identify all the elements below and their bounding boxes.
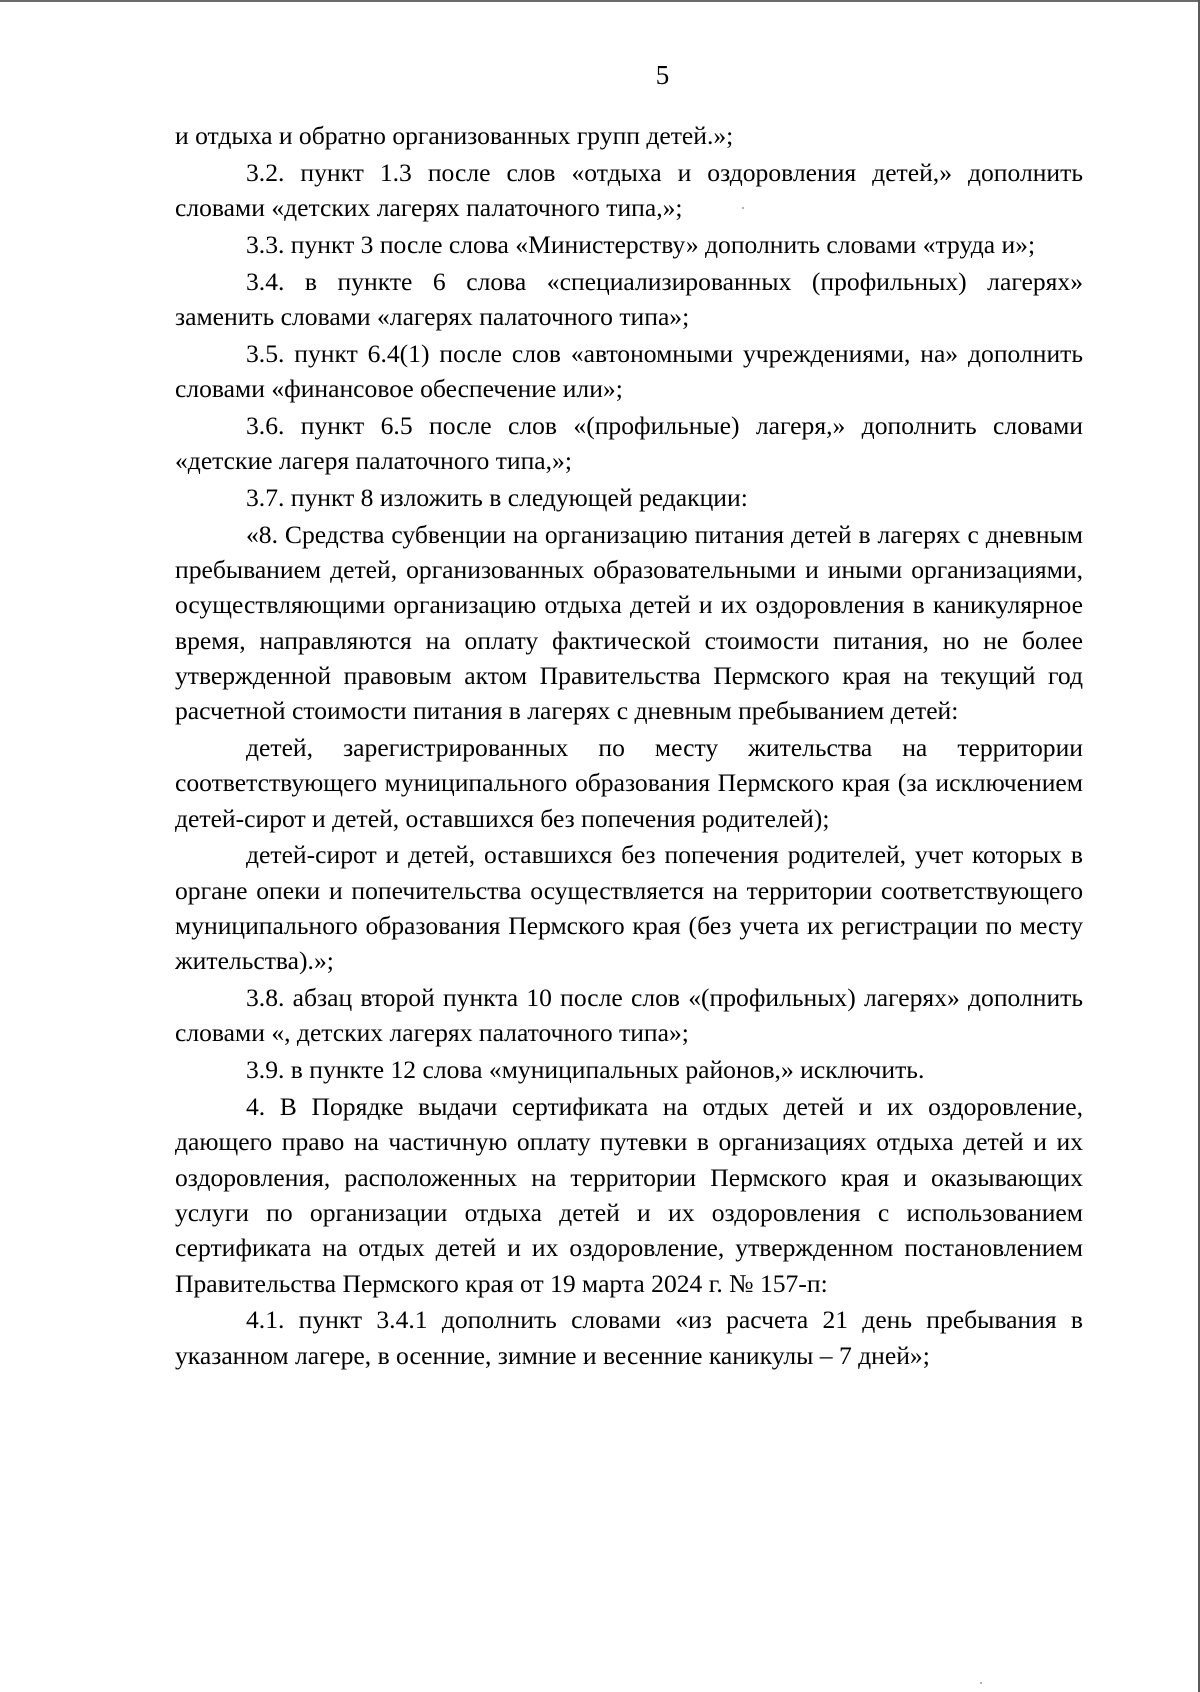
- paragraph-3-8: 3.8. абзац второй пункта 10 после слов «(профильных) лагерях» дополнить словами «, детских лагерях палаточного типа»;: [175, 983, 1083, 1048]
- paragraph-8-text: «8. Средства субвенции на организацию питания детей в лагерях с дневным пребыванием детей, организованных образовательными и иными организациями, осуществляющими организацию отдыха детей и их оздоровления в каникулярное время, направляются на оплату фактической стоимости питания, но не более утвержденной правовым актом Правительства Пермского края на текущий год расчетной стоимости питания в лагерях с дневным пребыванием детей:: [175, 519, 1083, 726]
- paragraph-4-1: 4.1. пункт 3.4.1 дополнить словами «из расчета 21 день пребывания в указанном лагере, в осенние, зимние и весенние каникулы – 7 дней»;: [175, 1305, 1083, 1370]
- paragraph-3-2: 3.2. пункт 1.3 после слов «отдыха и оздоровления детей,» дополнить словами «детских лагерях палаточного типа,»;: [175, 157, 1083, 223]
- paragraph-3-7: 3.7. пункт 8 изложить в следующей редакции:: [246, 482, 748, 512]
- paragraph-3-3: 3.3. пункт 3 после слова «Министерству» дополнить словами «труда и»;: [246, 229, 1036, 259]
- paragraph-orphans: детей-сирот и детей, оставшихся без попечения родителей, учет которых в органе опеки и попечительства осуществляется на территории соответствующего муниципального образования Пермского края (без учета их регистрации по месту жительства).»;: [175, 840, 1083, 976]
- paragraph-3-4: 3.4. в пункте 6 слова «специализированных (профильных) лагерях» заменить словами «лагерях палаточного типа»;: [175, 266, 1083, 331]
- paragraph-3-9: 3.9. в пункте 12 слова «муниципальных районов,» исключить.: [246, 1055, 925, 1085]
- paragraph-continuation: и отдыха и обратно организованных групп детей.»;: [175, 121, 734, 150]
- paragraph-4: 4. В Порядке выдачи сертификата на отдых детей и их оздоровление, дающего право на частичную оплату путевки в организациях отдыха детей и их оздоровления, расположенных на территории Пермского края и оказывающих услуги по организации отдыха детей и их оздоровления с использованием сертификата на отдых детей и их оздоровление, утвержденном постановлением Правительства Пермского края от 19 марта 2024 г. № 157-п:: [175, 1092, 1083, 1298]
- scan-top-edge: [0, 0, 1200, 2]
- paragraph-3-5: 3.5. пункт 6.4(1) после слов «автономными учреждениями, на» дополнить словами «финансовое обеспечение или»;: [175, 338, 1083, 404]
- scan-speck: [980, 1682, 982, 1684]
- paragraph-registered-children: детей, зарегистрированных по месту жительства на территории соответствующего муниципального образования Пермского края (за исключением детей-сирот и детей, оставшихся без попечения родителей);: [175, 733, 1083, 833]
- document-body: [175, 118, 1083, 1374]
- page-number: 5: [655, 60, 670, 90]
- paragraph-3-6: 3.6. пункт 6.5 после слов «(профильные) лагеря,» дополнить словами «детские лагеря палаточного типа,»;: [175, 410, 1083, 476]
- scan-speck: [742, 207, 744, 209]
